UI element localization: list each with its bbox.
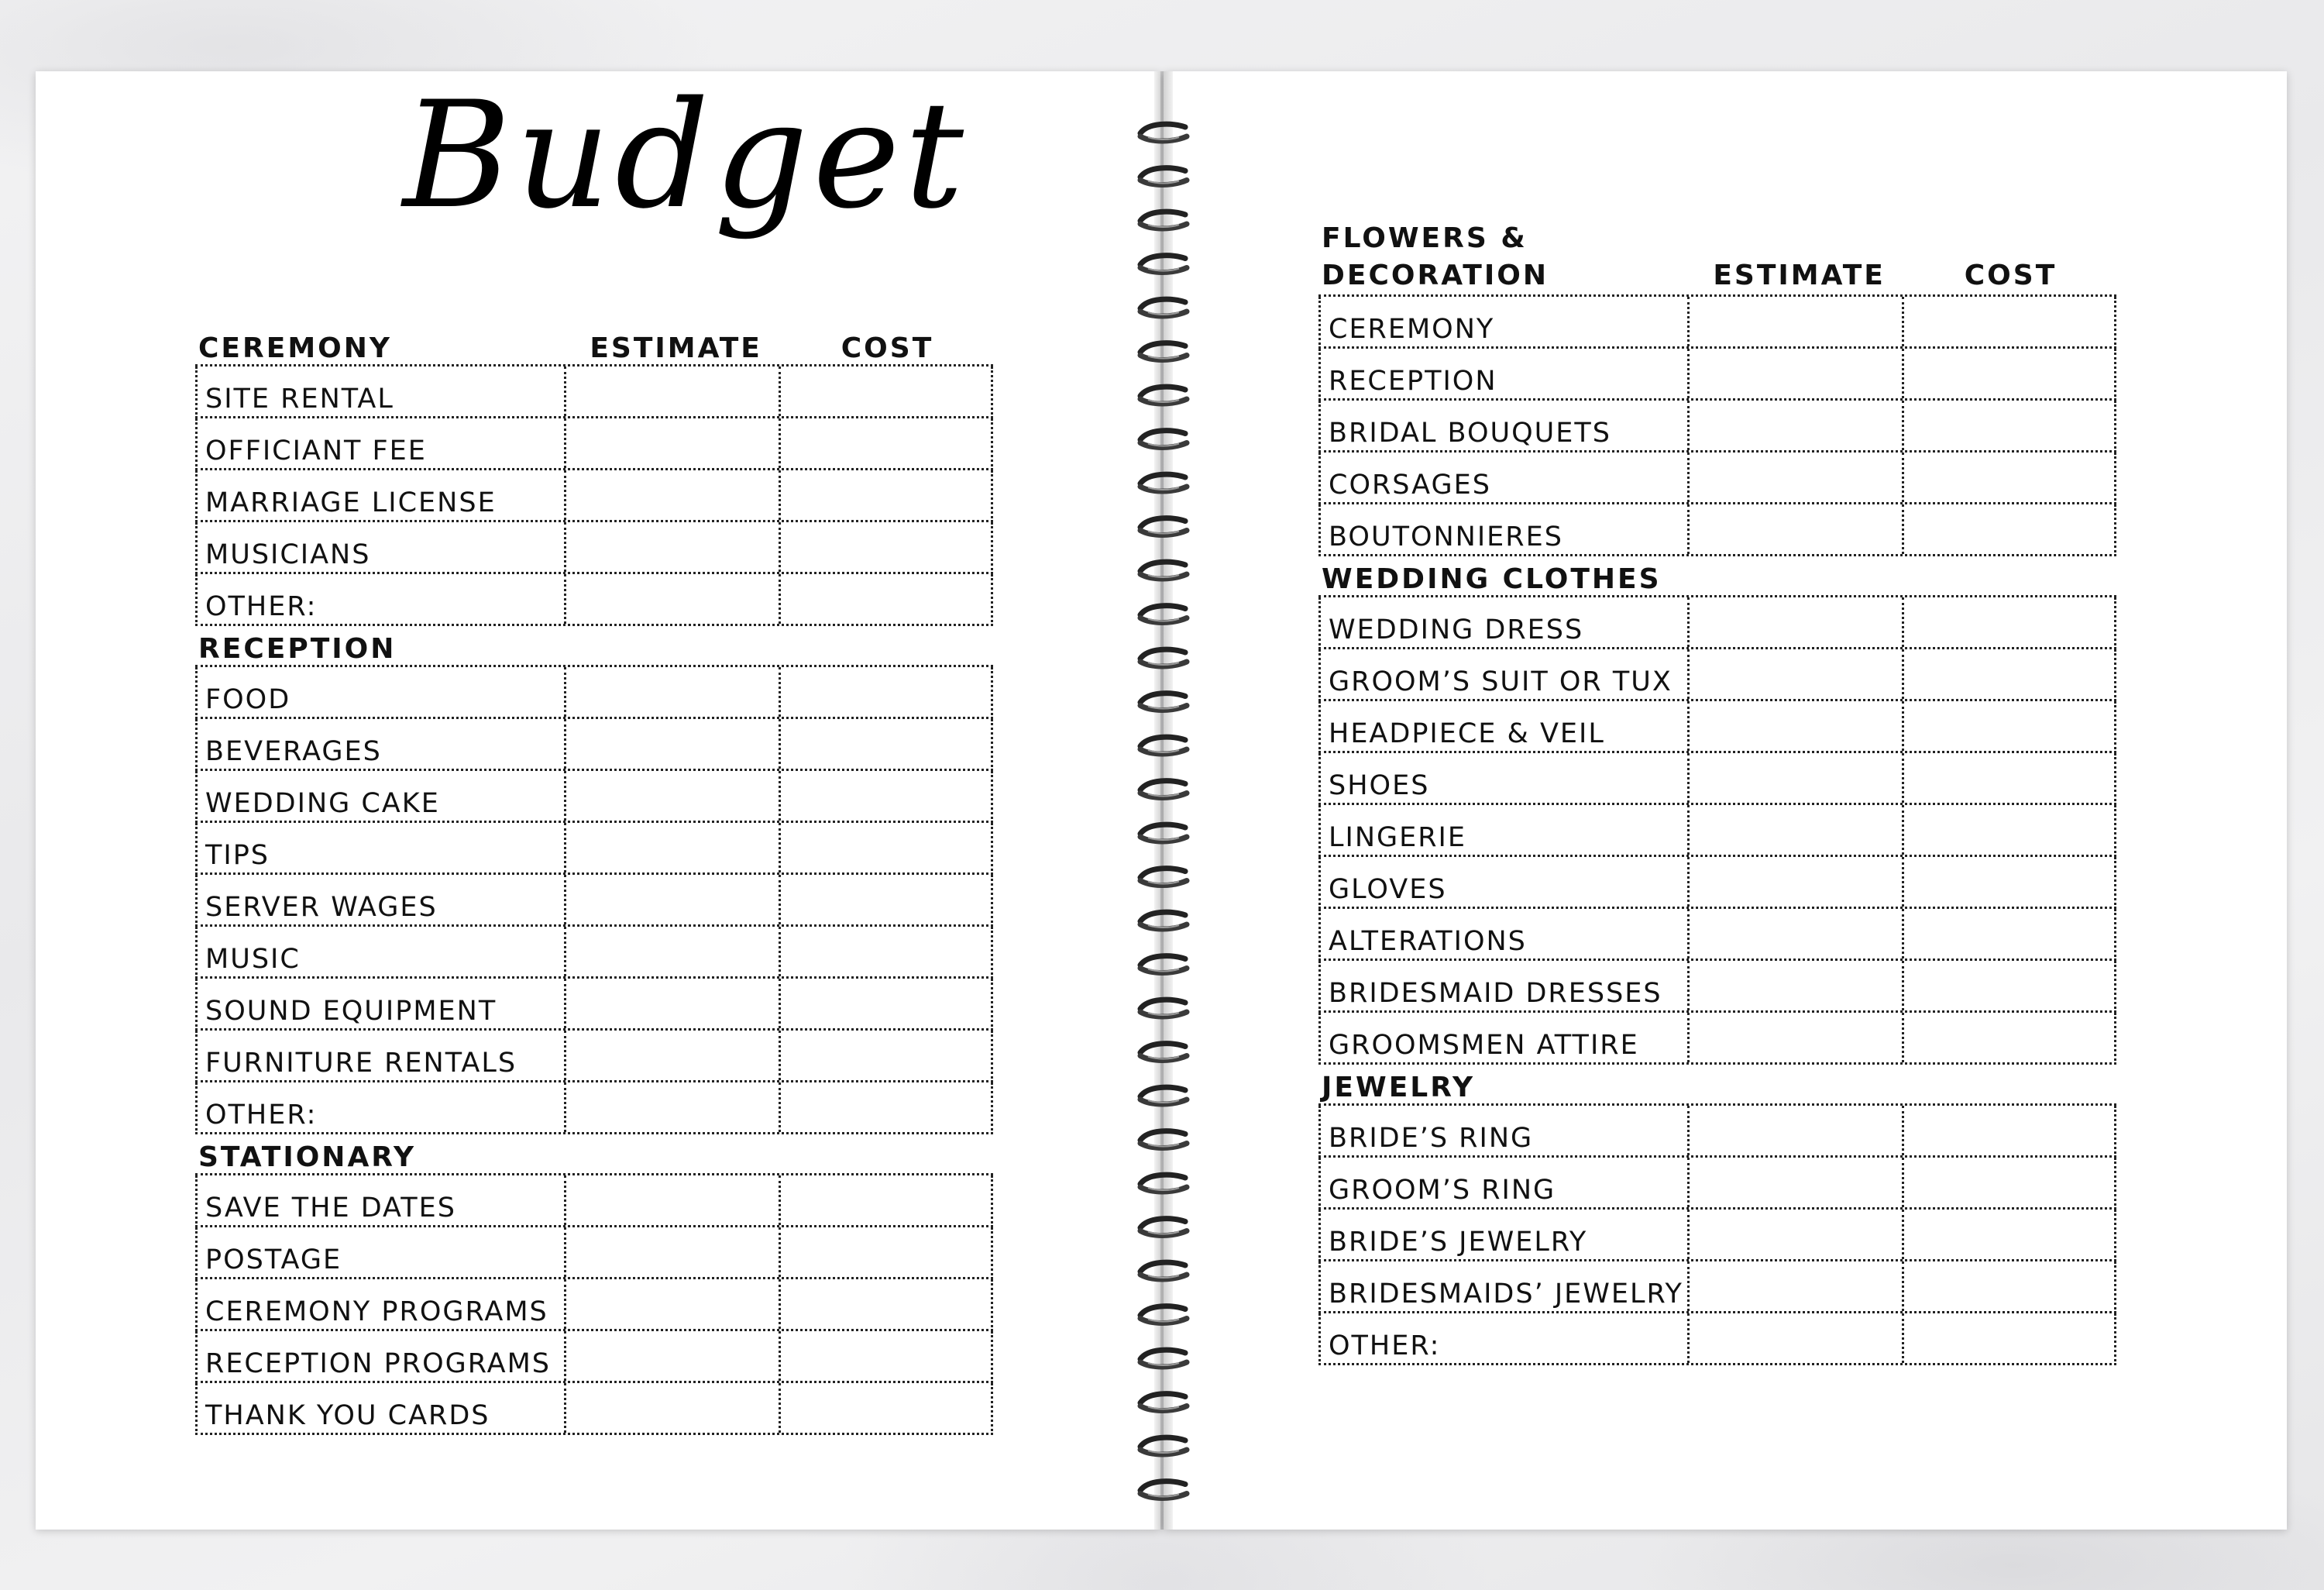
cost-cell[interactable] — [781, 823, 991, 872]
budget-row[interactable] — [195, 470, 993, 522]
cost-column-header: COST — [1964, 260, 2058, 291]
estimate-cell[interactable] — [1690, 453, 1904, 502]
section-title: RECEPTION — [198, 633, 397, 665]
budget-row[interactable] — [195, 823, 993, 875]
estimate-cell[interactable] — [1690, 961, 1904, 1010]
budget-row[interactable] — [195, 522, 993, 574]
spiral-coil — [1140, 1044, 1187, 1061]
row-label: SERVER WAGES — [198, 875, 566, 924]
spiral-coil — [1140, 562, 1187, 579]
cost-cell[interactable] — [1904, 753, 2114, 803]
spiral-coil — [1140, 781, 1187, 798]
estimate-cell[interactable] — [1690, 401, 1904, 450]
cost-cell[interactable] — [1904, 1106, 2114, 1155]
spiral-coil — [1140, 912, 1187, 929]
row-label: OTHER: — [198, 1082, 566, 1132]
cost-cell[interactable] — [781, 574, 991, 624]
budget-row[interactable] — [195, 875, 993, 927]
budget-row[interactable] — [195, 1082, 993, 1134]
cost-cell[interactable] — [1904, 1210, 2114, 1259]
section-title-line: FLOWERS & — [1322, 222, 1528, 254]
cost-cell[interactable] — [1904, 1013, 2114, 1062]
row-label: BRIDAL BOUQUETS — [1321, 401, 1690, 450]
budget-row[interactable] — [1318, 504, 2116, 556]
cost-cell[interactable] — [781, 875, 991, 924]
row-label: BEVERAGES — [198, 719, 566, 769]
row-label: FOOD — [198, 667, 566, 717]
row-label: CEREMONY — [1321, 297, 1690, 346]
section-header-ceremony — [195, 325, 993, 364]
estimate-cell[interactable] — [1690, 909, 1904, 958]
estimate-cell[interactable] — [566, 367, 781, 416]
budget-row[interactable] — [1318, 1261, 2116, 1313]
section-title: CEREMONY — [198, 332, 392, 364]
spiral-coil — [1140, 474, 1187, 491]
cost-cell[interactable] — [781, 719, 991, 769]
cost-cell[interactable] — [781, 927, 991, 976]
estimate-cell[interactable] — [566, 1227, 781, 1277]
spiral-coil — [1140, 649, 1187, 666]
estimate-cell[interactable] — [1690, 1210, 1904, 1259]
spiral-coil — [1140, 124, 1187, 141]
cost-cell[interactable] — [781, 1227, 991, 1277]
cost-cell[interactable] — [1904, 597, 2114, 647]
estimate-cell[interactable] — [1690, 297, 1904, 346]
cost-cell[interactable] — [1904, 961, 2114, 1010]
spiral-coil — [1140, 1175, 1187, 1192]
cost-cell[interactable] — [1904, 297, 2114, 346]
estimate-cell[interactable] — [1690, 1013, 1904, 1062]
ceremony-rows — [195, 364, 993, 626]
budget-row[interactable] — [1318, 297, 2116, 349]
estimate-cell[interactable] — [1690, 1106, 1904, 1155]
row-label: TIPS — [198, 823, 566, 872]
budget-row[interactable] — [195, 927, 993, 979]
spiral-coil — [1140, 1394, 1187, 1411]
estimate-cell[interactable] — [1690, 1158, 1904, 1207]
spiral-coil — [1140, 956, 1187, 973]
estimate-cell[interactable] — [566, 979, 781, 1028]
cost-cell[interactable] — [1904, 701, 2114, 751]
estimate-cell[interactable] — [1690, 701, 1904, 751]
spiral-coil — [1140, 606, 1187, 623]
cost-cell[interactable] — [781, 1031, 991, 1080]
spiral-coil — [1140, 387, 1187, 404]
section-title-line: DECORATION — [1322, 260, 1549, 291]
row-label: BRIDESMAID DRESSES — [1321, 961, 1690, 1010]
estimate-cell[interactable] — [566, 574, 781, 624]
spiral-coil — [1140, 256, 1187, 273]
cost-cell[interactable] — [781, 367, 991, 416]
budget-row[interactable] — [195, 1227, 993, 1279]
budget-row[interactable] — [195, 979, 993, 1031]
spiral-coil — [1140, 693, 1187, 711]
row-label: OFFICIANT FEE — [198, 418, 566, 468]
row-label: BRIDE’S JEWELRY — [1321, 1210, 1690, 1259]
row-label: BOUTONNIERES — [1321, 504, 1690, 554]
budget-row[interactable] — [1318, 961, 2116, 1013]
budget-row[interactable] — [195, 574, 993, 626]
section-header-jewelry — [1318, 1065, 2116, 1103]
row-label: BRIDE’S RING — [1321, 1106, 1690, 1155]
estimate-cell[interactable] — [1690, 349, 1904, 398]
spiral-coil — [1140, 1262, 1187, 1279]
spiral-coil — [1140, 343, 1187, 360]
cost-cell[interactable] — [1904, 504, 2114, 554]
budget-row[interactable] — [195, 1331, 993, 1383]
row-label: GROOM’S SUIT OR TUX — [1321, 649, 1690, 699]
estimate-column-header: ESTIMATE — [590, 332, 762, 364]
left-budget-table — [195, 325, 993, 1435]
section-header-reception — [195, 626, 993, 665]
budget-row[interactable] — [195, 1279, 993, 1331]
budget-row[interactable] — [1318, 597, 2116, 649]
section-title: STATIONARY — [198, 1141, 417, 1173]
row-label: CEREMONY PROGRAMS — [198, 1279, 566, 1329]
estimate-cell[interactable] — [1690, 1261, 1904, 1311]
cost-cell[interactable] — [781, 667, 991, 717]
cost-cell[interactable] — [781, 418, 991, 468]
budget-row[interactable] — [195, 1383, 993, 1435]
budget-row[interactable] — [1318, 1313, 2116, 1365]
row-label: OTHER: — [1321, 1313, 1690, 1363]
estimate-cell[interactable] — [1690, 504, 1904, 554]
estimate-column-header: ESTIMATE — [1713, 260, 1886, 291]
section-header-flowers — [1318, 217, 2116, 294]
cost-column-header: COST — [841, 332, 934, 364]
cost-cell[interactable] — [1904, 401, 2114, 450]
cost-cell[interactable] — [1904, 805, 2114, 855]
row-label: THANK YOU CARDS — [198, 1383, 566, 1433]
spiral-coil — [1140, 1131, 1187, 1148]
estimate-cell[interactable] — [566, 1331, 781, 1381]
cost-cell[interactable] — [781, 1279, 991, 1329]
cost-cell[interactable] — [1904, 453, 2114, 502]
estimate-cell[interactable] — [1690, 597, 1904, 647]
cost-cell[interactable] — [1904, 909, 2114, 958]
budget-row[interactable] — [1318, 909, 2116, 961]
row-label: LINGERIE — [1321, 805, 1690, 855]
budget-row[interactable] — [1318, 753, 2116, 805]
row-label: ALTERATIONS — [1321, 909, 1690, 958]
jewelry-rows — [1318, 1103, 2116, 1365]
right-budget-table — [1318, 217, 2116, 1365]
row-label: GROOMSMEN ATTIRE — [1321, 1013, 1690, 1062]
budget-row[interactable] — [195, 771, 993, 823]
cost-cell[interactable] — [781, 522, 991, 572]
cost-cell[interactable] — [781, 1082, 991, 1132]
budget-row[interactable] — [1318, 857, 2116, 909]
estimate-cell[interactable] — [566, 875, 781, 924]
reception-rows — [195, 665, 993, 1134]
budget-row[interactable] — [1318, 1158, 2116, 1210]
cost-cell[interactable] — [781, 771, 991, 821]
budget-row[interactable] — [195, 667, 993, 719]
estimate-cell[interactable] — [566, 823, 781, 872]
spiral-coil — [1140, 431, 1187, 448]
budget-row[interactable] — [195, 367, 993, 418]
spiral-coil — [1140, 737, 1187, 754]
row-label: MUSIC — [198, 927, 566, 976]
estimate-cell[interactable] — [566, 1031, 781, 1080]
estimate-cell[interactable] — [566, 418, 781, 468]
section-title: JEWELRY — [1322, 1072, 1476, 1103]
cost-cell[interactable] — [1904, 349, 2114, 398]
cost-cell[interactable] — [1904, 1313, 2114, 1363]
spiral-coil — [1140, 869, 1187, 886]
budget-row[interactable] — [1318, 1210, 2116, 1261]
flowers-rows — [1318, 294, 2116, 556]
wedding-clothes-rows — [1318, 595, 2116, 1065]
row-label: SOUND EQUIPMENT — [198, 979, 566, 1028]
row-label: RECEPTION PROGRAMS — [198, 1331, 566, 1381]
spiral-coil — [1140, 299, 1187, 316]
budget-row[interactable] — [1318, 649, 2116, 701]
spiral-coil — [1140, 518, 1187, 535]
estimate-cell[interactable] — [566, 522, 781, 572]
budget-row[interactable] — [1318, 1013, 2116, 1065]
estimate-cell[interactable] — [566, 1175, 781, 1225]
budget-row[interactable] — [1318, 453, 2116, 504]
cost-cell[interactable] — [781, 1331, 991, 1381]
budget-row[interactable] — [195, 1175, 993, 1227]
row-label: WEDDING CAKE — [198, 771, 566, 821]
row-label: BRIDESMAIDS’ JEWELRY — [1321, 1261, 1690, 1311]
section-title: WEDDING CLOTHES — [1322, 563, 1662, 595]
row-label: MUSICIANS — [198, 522, 566, 572]
row-label: OTHER: — [198, 574, 566, 624]
spiral-coil — [1140, 168, 1187, 185]
section-title — [1318, 220, 1693, 294]
estimate-cell[interactable] — [566, 470, 781, 520]
row-label: MARRIAGE LICENSE — [198, 470, 566, 520]
spiral-coil — [1140, 1350, 1187, 1367]
spiral-coil — [1140, 1000, 1187, 1017]
cost-cell[interactable] — [781, 1383, 991, 1433]
cost-cell[interactable] — [1904, 1261, 2114, 1311]
cost-cell[interactable] — [781, 470, 991, 520]
budget-row[interactable] — [1318, 349, 2116, 401]
cost-cell[interactable] — [1904, 1158, 2114, 1207]
section-header-wedding-clothes — [1318, 556, 2116, 595]
estimate-cell[interactable] — [566, 927, 781, 976]
row-label: GLOVES — [1321, 857, 1690, 907]
row-label: FURNITURE RENTALS — [198, 1031, 566, 1080]
cost-cell[interactable] — [781, 1175, 991, 1225]
cost-cell[interactable] — [1904, 649, 2114, 699]
row-label: SAVE THE DATES — [198, 1175, 566, 1225]
row-label: SITE RENTAL — [198, 367, 566, 416]
estimate-cell[interactable] — [566, 1082, 781, 1132]
estimate-cell[interactable] — [1690, 805, 1904, 855]
spiral-coil — [1140, 1087, 1187, 1104]
estimate-cell[interactable] — [1690, 1313, 1904, 1363]
row-label: GROOM’S RING — [1321, 1158, 1690, 1207]
spiral-coil — [1140, 1482, 1187, 1499]
budget-row[interactable] — [1318, 401, 2116, 453]
estimate-cell[interactable] — [566, 771, 781, 821]
spiral-coil — [1140, 212, 1187, 229]
estimate-cell[interactable] — [566, 1383, 781, 1433]
row-label: WEDDING DRESS — [1321, 597, 1690, 647]
budget-row[interactable] — [1318, 1106, 2116, 1158]
budget-row[interactable] — [1318, 805, 2116, 857]
stationary-rows — [195, 1173, 993, 1435]
budget-row[interactable] — [1318, 701, 2116, 753]
budget-row[interactable] — [195, 418, 993, 470]
row-label: SHOES — [1321, 753, 1690, 803]
spiral-binding — [1125, 116, 1195, 1511]
spiral-coil — [1140, 1437, 1187, 1454]
estimate-cell[interactable] — [566, 719, 781, 769]
spiral-coil — [1140, 824, 1187, 841]
row-label: RECEPTION — [1321, 349, 1690, 398]
row-label: CORSAGES — [1321, 453, 1690, 502]
row-label: HEADPIECE & VEIL — [1321, 701, 1690, 751]
row-label: POSTAGE — [198, 1227, 566, 1277]
section-header-stationary — [195, 1134, 993, 1173]
budget-row[interactable] — [195, 1031, 993, 1082]
estimate-cell[interactable] — [1690, 857, 1904, 907]
estimate-cell[interactable] — [1690, 753, 1904, 803]
budget-row[interactable] — [195, 719, 993, 771]
spiral-coil — [1140, 1219, 1187, 1236]
page-title: Budget — [403, 70, 969, 241]
cost-cell[interactable] — [781, 979, 991, 1028]
spiral-coil — [1140, 1306, 1187, 1323]
cost-cell[interactable] — [1904, 857, 2114, 907]
estimate-cell[interactable] — [1690, 649, 1904, 699]
estimate-cell[interactable] — [566, 1279, 781, 1329]
estimate-cell[interactable] — [566, 667, 781, 717]
